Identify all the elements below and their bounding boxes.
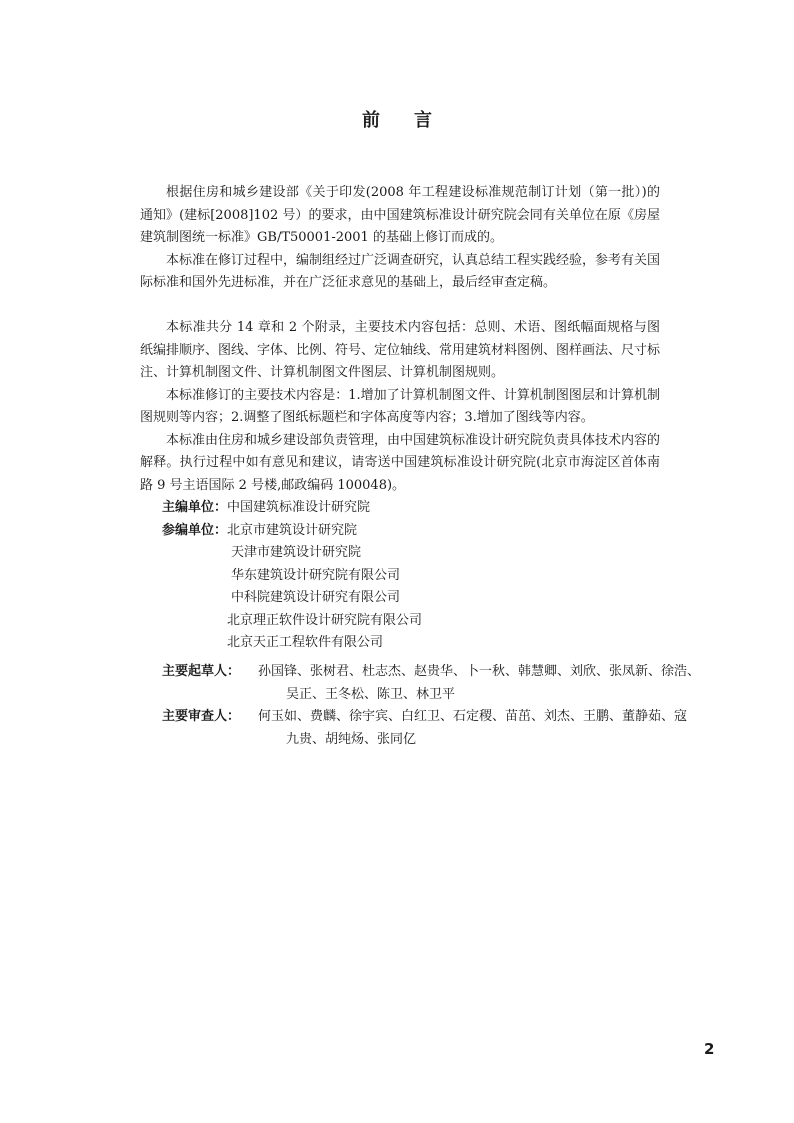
- reviewers-names: [258, 706, 720, 751]
- drafters-row: [140, 661, 720, 706]
- content-section: [140, 317, 660, 655]
- participating-unit-item: 中科院建筑设计研究有限公司: [231, 590, 401, 605]
- personnel-section: [140, 661, 720, 751]
- drafters-line: 吴正、王冬松、陈卫、林卫平: [286, 686, 456, 702]
- reviewers-line: 何玉如、费麟、徐宇宾、白红卫、石定稷、苗茁、刘杰、王鹏、董静茹、寇: [258, 709, 688, 724]
- chief-unit-row: [140, 497, 660, 520]
- paragraph-revisions: 本标准修订的主要技术内容是：1.增加了计算机制图文件、计算机制图图层和计算机制图规则等内容；2.调整了图纸标题栏和字体高度等内容；3.增加了图线等内容。: [140, 387, 660, 425]
- drafters-label: 主要起草人：: [162, 664, 241, 679]
- reviewers-label: 主要审查人：: [162, 709, 241, 724]
- participating-units-list: [227, 520, 422, 655]
- participating-unit-item: 北京市建筑设计研究院: [227, 522, 358, 538]
- participating-units-label: 参编单位：: [162, 522, 228, 538]
- paragraph-basis: 根据住房和城乡建设部《关于印发(2008 年工程建设标准规范制订计划（第一批）)的通知》(建标[2008]102 号）的要求，由中国建筑标准设计研究院会同有关单位在原《房屋建筑制图统一标准》GB/T50001-2001 的基础上修订而成的。: [140, 185, 660, 245]
- paragraph-management: 本标准由住房和城乡建设部负责管理，由中国建筑标准设计研究院负责具体技术内容的解释。执行过程中如有意见和建议，请寄送中国建筑标准设计研究院(北京市海淀区首体南路 9 号主语国际 2 号楼,邮政编码 100048)。: [140, 432, 661, 493]
- chief-unit-name: 中国建筑标准设计研究院: [227, 500, 371, 515]
- participating-unit-item: 华东建筑设计研究院有限公司: [231, 567, 401, 583]
- page-title: 前言: [362, 110, 466, 131]
- participating-units-row: [140, 520, 660, 655]
- paragraph-process: 本标准在修订过程中，编制组经过广泛调查研究，认真总结工程实践经验，参考有关国际标准和国外先进标准，并在广泛征求意见的基础上，最后经审查定稿。: [140, 252, 661, 290]
- chief-unit-label: 主编单位：: [162, 500, 228, 515]
- participating-unit-item: 北京理正软件设计研究院有限公司: [227, 612, 423, 628]
- reviewers-row: [140, 706, 720, 751]
- drafters-line: 孙国锋、张树君、杜志杰、赵贵华、卜一秋、韩慧卿、刘欣、张凤新、徐浩、: [258, 664, 701, 679]
- reviewers-line: 九贵、胡纯炀、张同亿: [286, 731, 417, 747]
- participating-unit-item: 天津市建筑设计研究院: [231, 545, 362, 560]
- intro-section: [140, 182, 660, 295]
- paragraph-contents: 本标准共分 14 章和 2 个附录，主要技术内容包括：总则、术语、图纸幅面规格与图纸编排顺序、图线、字体、比例、符号、定位轴线、常用建筑材料图例、图样画法、尺寸标注、计算机制图文件、计算机制图文件图层、计算机制图规则。: [140, 320, 661, 380]
- drafters-names: [258, 661, 720, 706]
- page-number: 2: [704, 1040, 715, 1058]
- participating-unit-item: 北京天正工程软件有限公司: [227, 635, 384, 650]
